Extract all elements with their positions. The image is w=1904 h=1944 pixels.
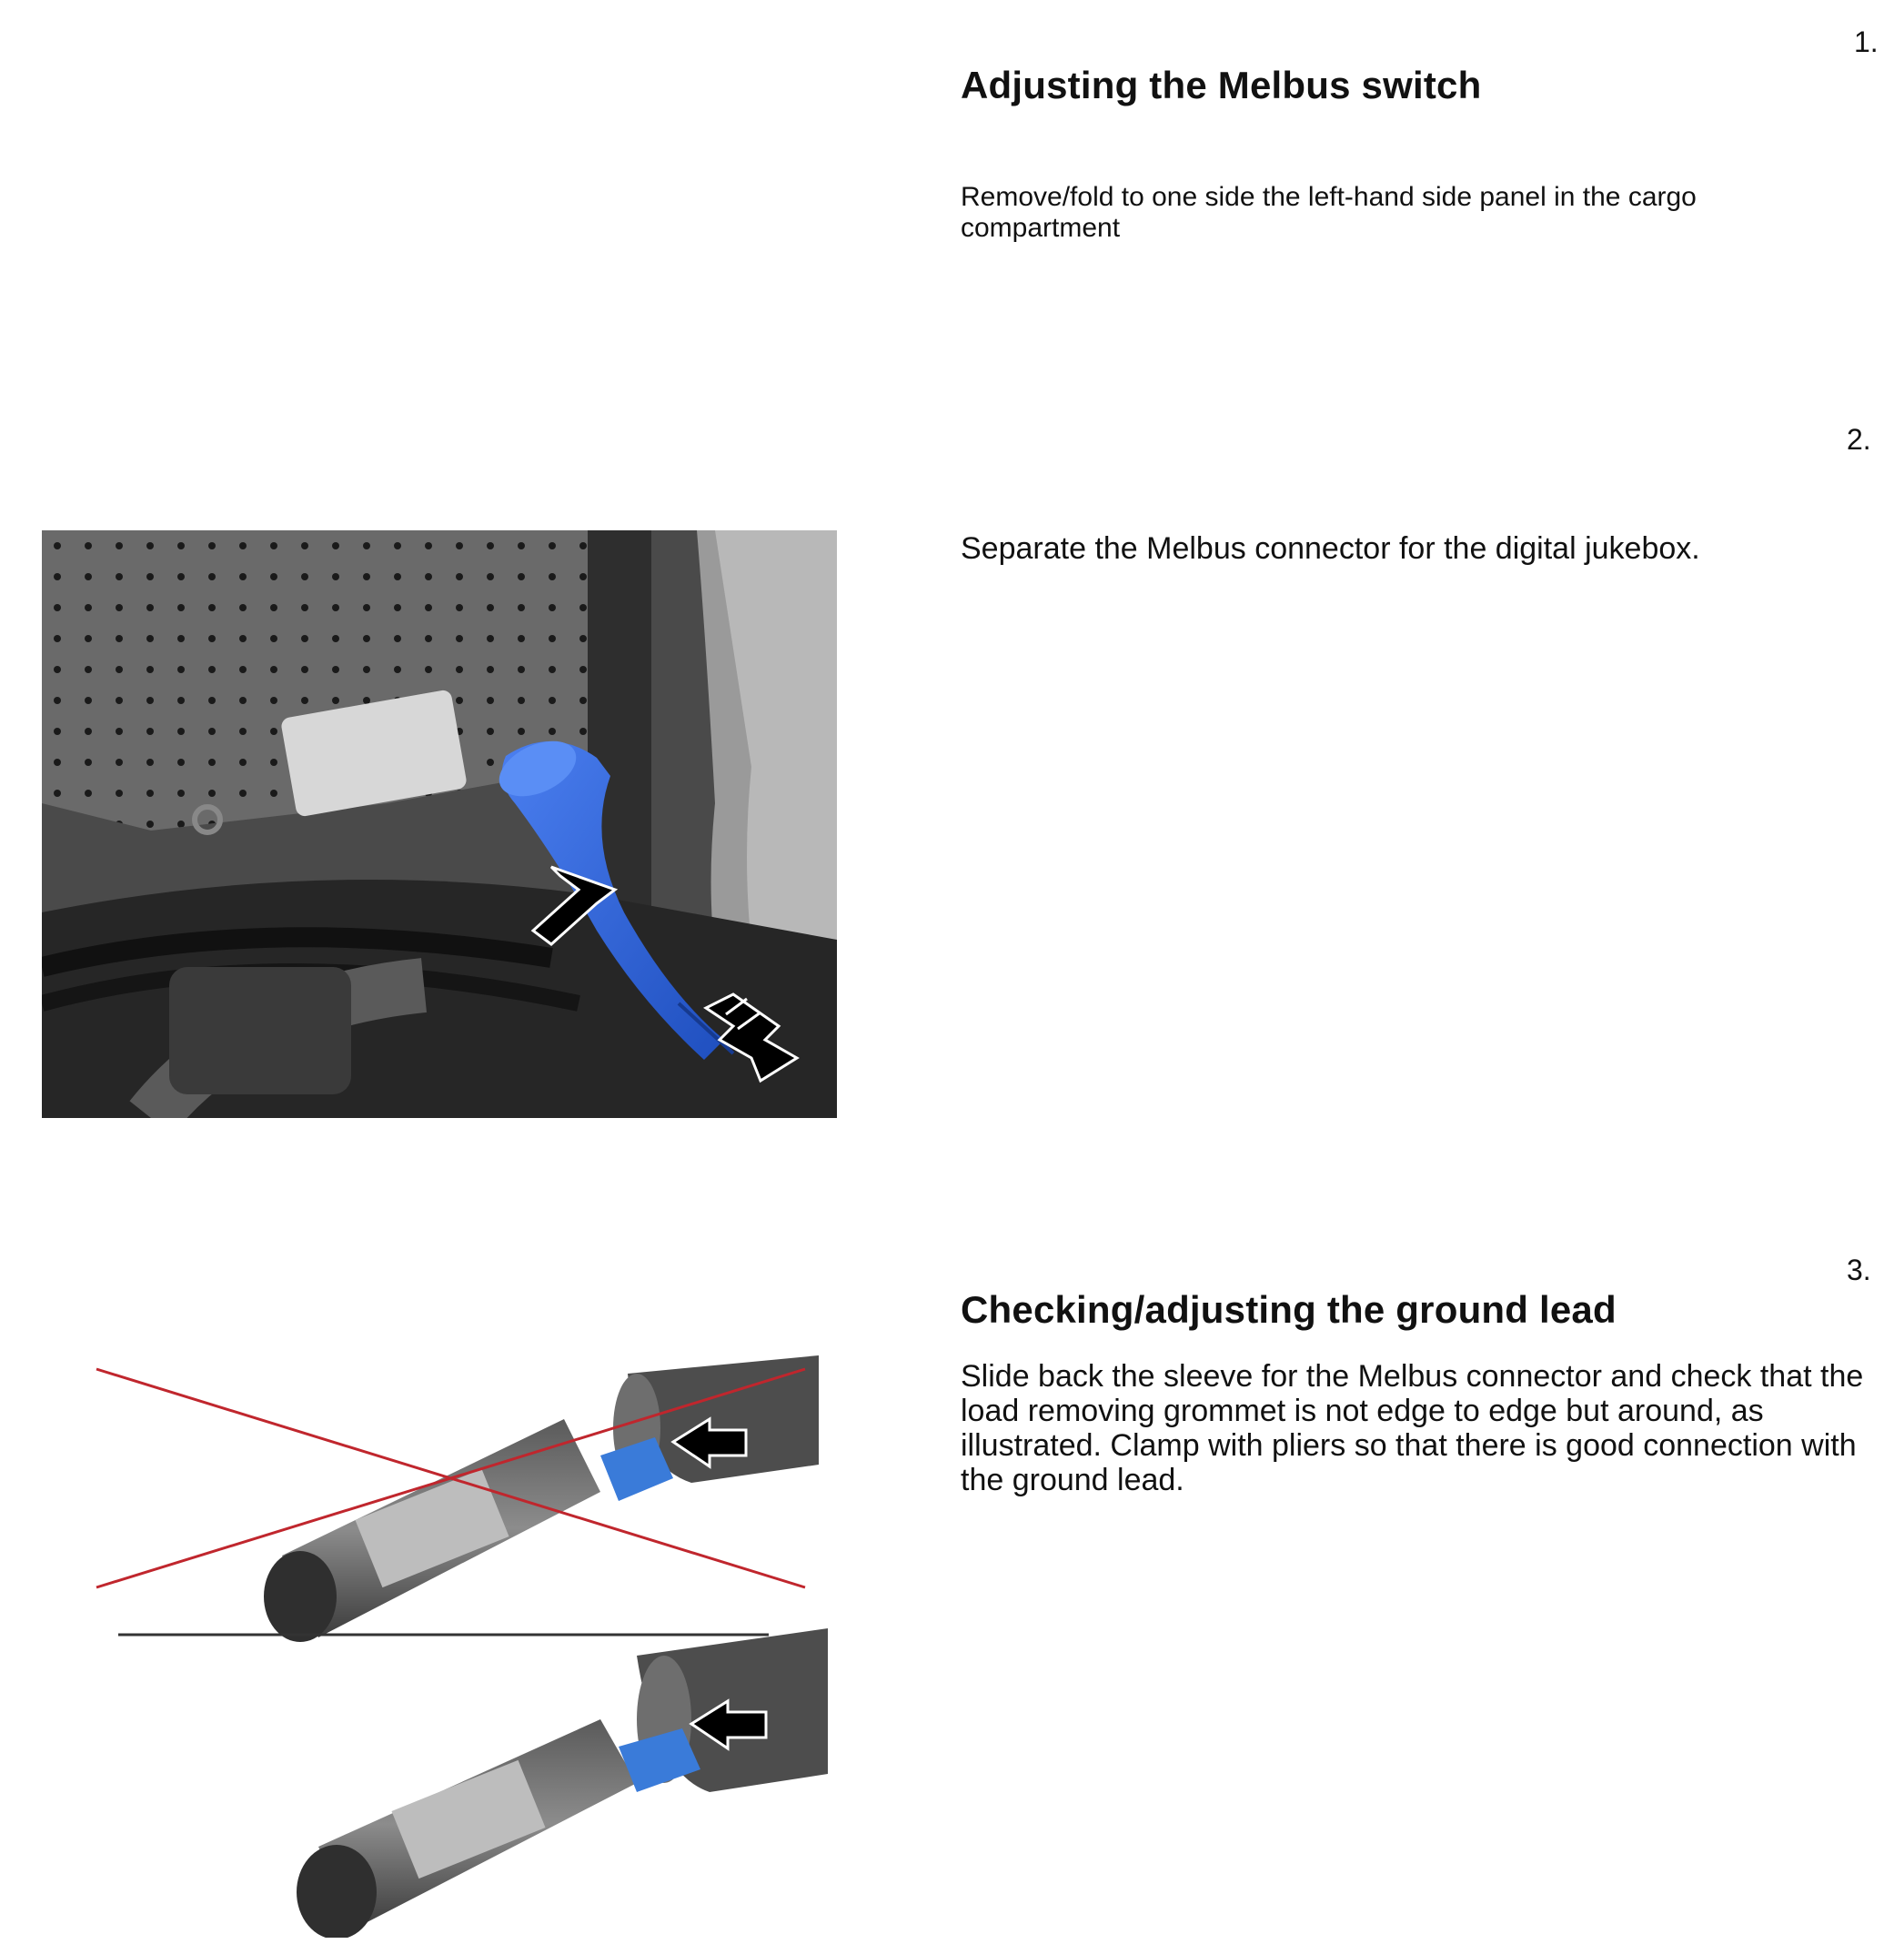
step-2-text: Separate the Melbus connector for the digital jukebox.: [961, 531, 1700, 566]
connector-incorrect-vs-correct: [91, 1355, 828, 1938]
step-3-text: Slide back the sleeve for the Melbus connector and check that the load removing grommet is not edge to edge but around, as illustrated. Clamp with pliers so that there is good connection with the ground lead.: [961, 1359, 1864, 1497]
step-1-text: Remove/fold to one side the left-hand side panel in the cargo compartment: [961, 182, 1697, 243]
step-1-number: 1.: [1854, 25, 1879, 58]
step-2-number: 2.: [1847, 423, 1871, 456]
correct-connector-illustration: [297, 1628, 828, 1938]
step-1-heading: Adjusting the Melbus switch: [961, 64, 1482, 106]
connector-photo: [42, 530, 837, 1118]
step-3-heading: Checking/adjusting the ground lead: [961, 1288, 1617, 1331]
step-3-number: 3.: [1847, 1254, 1871, 1286]
incorrect-connector-illustration: [96, 1355, 819, 1642]
